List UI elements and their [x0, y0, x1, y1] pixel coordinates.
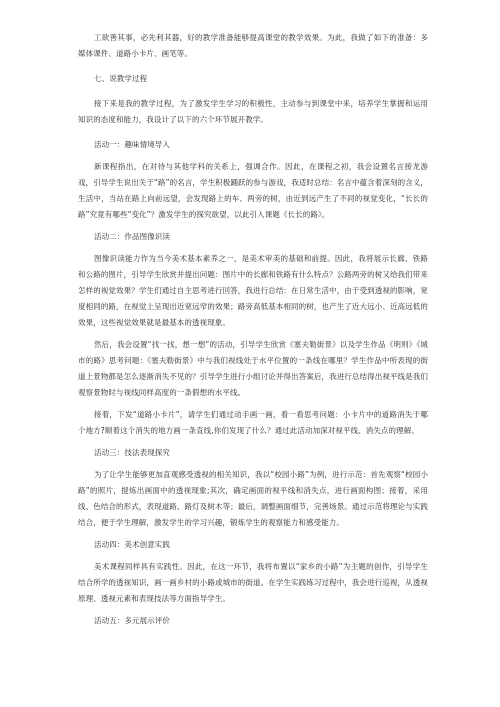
- section-heading-teaching-process: 七、说教学过程: [94, 74, 148, 83]
- paragraph-activity-3: 为了让学生能够更加直观感受透视的相关知识，我以“校园小路”为例，进行示范：首先观察“校园小路”的照片，提炼出画面中的透视现象;其次，确定画面的视平线和消失点，进行画面构图；接着，采用线、色结合的形式，表现道路、路灯及树木等；最后，调整画面细节，完善场景。通过示范将理论与实践结合，便于学生理解，激发学生的学习兴趣，锻炼学生的观察能力和感受能力。: [78, 470, 428, 527]
- activity-heading-3: 活动三：技法表现探究: [94, 448, 170, 457]
- activity-heading-2: 活动二：作品图像识读: [94, 232, 170, 241]
- text-body: [78, 30, 428, 629]
- paragraph-process-intro: 接下来是我的教学过程，为了激发学生学习的积极性，主动参与到课堂中来，培养学生掌握和运用知识的态度和能力，我设计了以下的六个环节展开教学。: [78, 99, 428, 124]
- paragraph-activity-2c: 接着，下发“道路小卡片”，请学生们通过动手画一画，看一看思考问题：小卡片中的道路消失于哪个地方?顺着这个消失的地方画一条直线,你们发现了什么？通过此活动加深对视平线、消失点的理解。: [78, 410, 428, 435]
- activity-heading-5: 活动五：多元展示评价: [94, 616, 170, 625]
- activity-heading-4: 活动四：美术创意实践: [94, 540, 170, 549]
- paragraph-activity-1: 新课程指出，在对待与其他学科的关系上，强调合作。因此，在课程之初，我会设置名言接龙游戏，引导学生说出关于“路”的名言，学生积极踊跃的参与游戏，我适时总结：名言中蕴含着深刻的含义，生活中，当站在路上向前远望，会发现路上的车、两旁的树，由近到远产生了不同的视觉变化，“长长的路”究竟有哪些“变化”？激发学生的探究欲望，以此引入课题《长长的路》。: [78, 162, 428, 219]
- paragraph-activity-4: 美术课程同样具有实践性。因此，在这一环节，我将布置以“家乡的小路”为主题的创作，引导学生结合所学的透视知识，画一画乡村的小路或城市的街道。在学生实践练习过程中，我会进行巡视，从透视原理、透视元素和表现技法等方面指导学生。: [78, 562, 428, 603]
- paragraph-preparation: 工欲善其事，必先利其器，好的教学准备能够提高课堂的教学效果。为此，我做了如下的准备：多媒体课件、道路小卡片、画笔等。: [78, 33, 428, 58]
- activity-heading-1: 活动一：趣味情境导入: [94, 140, 170, 149]
- paragraph-activity-2b: 然后，我会设置“找一找，想一想”的活动，引导学生欣赏《塞夫勒街景》以及学生作品《明则》《城市的路》思考问题：《塞夫勒街景》中与我们视线处于水平位置的一条线在哪里？学生作品中所表现的街道上景物都是怎么逐渐消失不见的？引导学生进行小组讨论并得出答案后，我进行总结得出视平线是我们观察景物时与视线同样高度的一条假想的水平线。: [78, 340, 428, 397]
- paragraph-activity-2a: 图像识读能力作为当今美术基本素养之一，是美术审美的基础和前提。因此，我将展示长廊、铁路和公路的图片，引导学生欣赏并提出问题：图片中的长廊和铁路有什么特点？公路两旁的树又给我们带来怎样的视觉效果？学生们通过自主思考进行回答，我进行总结：在日常生活中，由于受到透视的影响，宽度相同的路，在视觉上呈现出近宽远窄的效果；路旁高低基本相同的树，也产生了近大远小、近高远低的效果，这些视觉效果就是最基本的透视现象。: [78, 254, 428, 327]
